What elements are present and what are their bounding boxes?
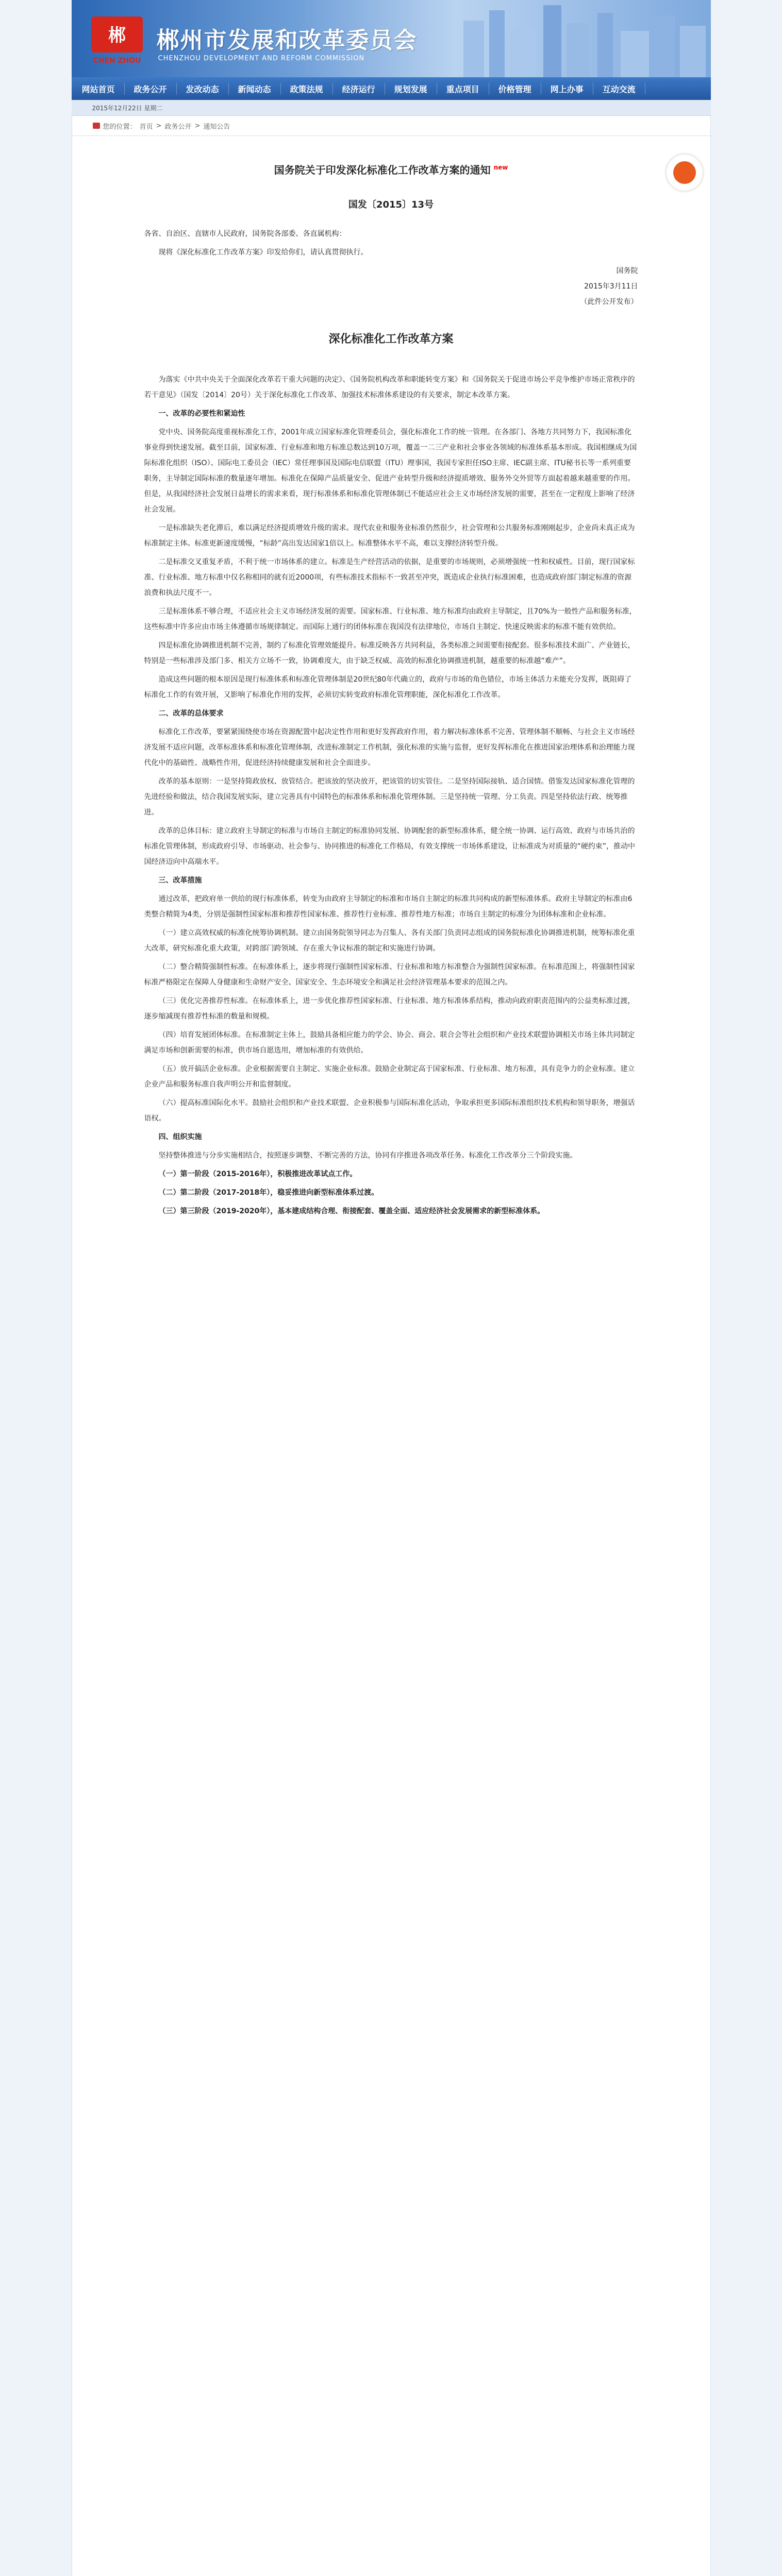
plan-paragraph: 改革的总体目标：建立政府主导制定的标准与市场自主制定的标准协同发展、协调配套的新型标准体系，健全统一协调、运行高效、政府与市场共治的标准化管理体制，形成政府引导、市场驱动、社会参与、协同推进的标准化工作格局，有效支撑统一市场体系建设，让标准成为对质量的“硬约束”，推动中国经济迈向中高端水平。 xyxy=(144,827,636,866)
plan-paragraph: （三）优化完善推荐性标准。在标准体系上，进一步优化推荐性国家标准、行业标准、地方标准体系结构，推动向政府职责范围内的公益类标准过渡，逐步缩减现有推荐性标准的数量和规模。 xyxy=(144,997,635,1021)
breadcrumb-notices[interactable]: 通知公告 xyxy=(203,123,230,131)
site-subtitle: CHENZHOU DEVELOPMENT AND REFORM COMMISSION xyxy=(158,55,365,62)
home-icon xyxy=(93,123,100,129)
svg-text:CHEN ZHOU: CHEN ZHOU xyxy=(92,57,141,65)
plan-paragraph: 党中央、国务院高度重视标准化工作，2001年成立国家标准化管理委员会，强化标准化工作的统一管理。在各部门、各地方共同努力下，我国标准化事业得到快速发展。截至目前，国家标准、行业标准和地方标准总数达到10万项，覆盖一二三产业和社会事业各领域的标准体系基本形成。我国相继成为国际标准化组织（ISO）、国际电工委员会（IEC）常任理事国及国际电信联盟（ITU）理事国，我国专家担任ISO主席、IEC副主席、ITU秘书长等一系列重要职务，主导制定国际标准的数量逐年增加。标准化在保障产品质量安全、促进产业转型升级和经济提质增效、服务外交外贸等方面起着越来越重要的作用。但是，从我国经济社会发展日益增长的需求来看，现行标准体系和标准化管理体制已不能适应社会主义市场经济发展的需要，甚至在一定程度上影响了经济社会发展。 xyxy=(144,428,637,514)
nav-item-interaction[interactable]: 互动交流 xyxy=(593,83,645,95)
svg-text:郴: 郴 xyxy=(108,25,126,46)
plan-paragraph: 为落实《中共中央关于全面深化改革若干重大问题的决定》、《国务院机构改革和职能转变方案》和《国务院关于促进市场公平竞争维护市场正常秩序的若干意见》（国发〔2014〕20号）关于深化标准化工作改革、加强技术标准体系建设的有关要求，制定本改革方案。 xyxy=(144,376,635,399)
site-header xyxy=(72,0,711,77)
plan-paragraph: 一、改革的必要性和紧迫性 xyxy=(158,410,245,418)
plan-paragraph: （五）放开搞活企业标准。企业根据需要自主制定、实施企业标准。鼓励企业制定高于国家标准、行业标准、地方标准，具有竞争力的企业标准。建立企业产品和服务标准自我声明公开和监督制度。 xyxy=(144,1065,635,1089)
nav-item-projects[interactable]: 重点项目 xyxy=(437,83,489,95)
sign-date: 2015年3月11日 xyxy=(584,282,638,291)
plan-paragraph: 一是标准缺失老化滞后，难以满足经济提质增效升级的需求。现代农业和服务业标准仍然很少，社会管理和公共服务标准刚刚起步，企业尚未真正成为标准制定主体。标准更新速度缓慢，“标龄”高出发达国家1倍以上。标准整体水平不高，难以支撑经济转型升级。 xyxy=(144,524,635,548)
article-title xyxy=(72,162,710,177)
breadcrumb-gov-info[interactable]: 政务公开 xyxy=(164,123,192,131)
article-body xyxy=(72,211,710,260)
nav-item-planning[interactable]: 规划发展 xyxy=(385,83,437,95)
nav-item-gov-info[interactable]: 政务公开 xyxy=(125,83,177,95)
plan-paragraph: 通过改革，把政府单一供给的现行标准体系，转变为由政府主导制定的标准和市场自主制定的标准共同构成的新型标准体系。政府主导制定的标准由6类整合精简为4类，分别是强制性国家标准和推荐性国家标准、推荐性行业标准、推荐性地方标准；市场自主制定的标准分为团体标准和企业标准。 xyxy=(144,895,633,919)
intro-paragraph: 现将《深化标准化工作改革方案》印发给你们，请认真贯彻执行。 xyxy=(158,248,368,257)
plan-paragraph: 四、组织实施 xyxy=(158,1133,202,1141)
new-badge: new xyxy=(493,164,508,172)
site-logo xyxy=(86,11,148,68)
document-number: 国发〔2015〕13号 xyxy=(348,199,434,210)
signature-block xyxy=(72,263,710,310)
plan-paragraph: 坚持整体推进与分步实施相结合，按照逐步调整、不断完善的方法，协同有序推进各项改革任务。标准化工作改革分三个阶段实施。 xyxy=(158,1151,577,1160)
breadcrumb: 您的位置： 首页 > 政务公开 > 通知公告 xyxy=(72,116,710,136)
plan-paragraph: （三）第三阶段（2019-2020年），基本建成结构合理、衔接配套、覆盖全面、适应经济社会发展需求的新型标准体系。 xyxy=(158,1207,545,1215)
nav-item-policy[interactable]: 政策法规 xyxy=(281,83,333,95)
plan-paragraph: （一）建立高效权威的标准化统筹协调机制。建立由国务院领导同志为召集人、各有关部门负责同志组成的国务院标准化协调推进机制，统筹标准化重大改革，研究标准化重大政策，对跨部门跨领域、存在重大争议标准的制定和实施进行协调。 xyxy=(144,929,635,953)
plan-title: 深化标准化工作改革方案 xyxy=(328,333,454,346)
nav-item-dev-news[interactable]: 发改动态 xyxy=(177,83,229,95)
plan-paragraph: （四）培育发展团体标准。在标准制定主体上，鼓励具备相应能力的学会、协会、商会、联合会等社会组织和产业技术联盟协调相关市场主体共同制定满足市场和创新需要的标准，供市场自愿选用，增加标准的有效供给。 xyxy=(144,1031,635,1055)
plan-paragraph: 三、改革措施 xyxy=(158,876,202,885)
date-bar xyxy=(72,100,711,116)
sign-org: 国务院 xyxy=(616,267,638,275)
nav-item-economy[interactable]: 经济运行 xyxy=(333,83,385,95)
plan-paragraph: 标准化工作改革，要紧紧围绕使市场在资源配置中起决定性作用和更好发挥政府作用，着力解决标准体系不完善、管理体制不顺畅、与社会主义市场经济发展不适应问题，改革标准体系和标准化管理体制，改进标准制定工作机制，强化标准的实施与监督，更好发挥标准化在推进国家治理体系和治理能力现代化中的基础性、战略性作用，促进经济持续健康发展和社会全面进步。 xyxy=(144,728,635,767)
breadcrumb-label: 您的位置： xyxy=(103,123,137,131)
nav-item-home[interactable]: 网站首页 xyxy=(82,83,125,95)
floating-service-button[interactable] xyxy=(667,155,703,191)
greeting: 各省、自治区、直辖市人民政府，国务院各部委、各直属机构： xyxy=(144,230,346,238)
plan-paragraph: （二）整合精简强制性标准。在标准体系上，逐步将现行强制性国家标准、行业标准和地方标准整合为强制性国家标准。在标准范围上，将强制性国家标准严格限定在保障人身健康和生命财产安全、国家安全、生态环境安全和满足社会经济管理基本要求的范围之内。 xyxy=(144,963,635,987)
date-text: 2015年12月22日 星期二 xyxy=(92,104,163,112)
plan-paragraph: （一）第一阶段（2015-2016年），积极推进改革试点工作。 xyxy=(158,1170,357,1178)
nav-item-news[interactable]: 新闻动态 xyxy=(229,83,281,95)
breadcrumb-home[interactable]: 首页 xyxy=(139,123,153,131)
plan-paragraph: 四是标准化协调推进机制不完善，制约了标准化管理效能提升。标准反映各方共同利益，各类标准之间需要衔接配套。很多标准技术面广、产业链长，特别是一些标准涉及部门多、相关方立场不一致，协调难度大，由于缺乏权威、高效的标准化协调推进机制，越重要的标准越“难产”。 xyxy=(144,641,635,665)
plan-paragraph: 造成这些问题的根本原因是现行标准体系和标准化管理体制是20世纪80年代确立的，政府与市场的角色错位，市场主体活力未能充分发挥，既阻碍了标准化工作的有效开展，又影响了标准化作用的发挥，必须切实转变政府标准化管理职能，深化标准化工作改革。 xyxy=(144,675,632,699)
article-content xyxy=(72,116,711,2576)
main-nav xyxy=(72,77,711,100)
article-title-text: 国务院关于印发深化标准化工作改革方案的通知 xyxy=(274,164,491,176)
plan-paragraph: 三是标准体系不够合理，不适应社会主义市场经济发展的需要。国家标准、行业标准、地方标准均由政府主导制定，且70%为一般性产品和服务标准，这些标准中许多应由市场主体遵循市场规律制定。而国际上通行的团体标准在我国没有法律地位，市场自主制定、快速反映需求的标准不能有效供给。 xyxy=(144,607,637,631)
city-skyline-image xyxy=(443,0,711,77)
plan-paragraph: 二、改革的总体要求 xyxy=(158,709,224,718)
plan-paragraph: （六）提高标准国际化水平。鼓励社会组织和产业技术联盟、企业积极参与国际标准化活动，争取承担更多国际标准组织技术机构和领导职务，增强话语权。 xyxy=(144,1099,635,1123)
plan-paragraph: （二）第二阶段（2017-2018年），稳妥推进向新型标准体系过渡。 xyxy=(158,1189,379,1197)
nav-item-price[interactable]: 价格管理 xyxy=(489,83,541,95)
nav-item-online[interactable]: 网上办事 xyxy=(541,83,593,95)
plan-paragraph: 改革的基本原则：一是坚持简政放权、放管结合。把该放的坚决放开，把该管的切实管住。二是坚持国际接轨、适合国情。借鉴发达国家标准化管理的先进经验和做法，结合我国发展实际，建立完善具有中国特色的标准体系和标准化管理体制。三是坚持统一管理、分工负责。四是坚持依法行政、统筹推进。 xyxy=(144,777,635,817)
site-title: 郴州市发展和改革委员会 xyxy=(156,27,418,54)
plan-body xyxy=(72,357,710,1219)
plan-paragraph: 二是标准交叉重复矛盾，不利于统一市场体系的建立。标准是生产经营活动的依据，是重要的市场规则，必须增强统一性和权威性。目前，现行国家标准、行业标准、地方标准中仅名称相同的就有近2000项，有些标准技术指标不一致甚至冲突，既造成企业执行标准困难，也造成政府部门制定标准的资源浪费和执法尺度不一。 xyxy=(144,558,635,597)
service-icon xyxy=(673,161,696,184)
sign-note: （此件公开发布） xyxy=(580,298,638,306)
page xyxy=(72,0,711,2576)
